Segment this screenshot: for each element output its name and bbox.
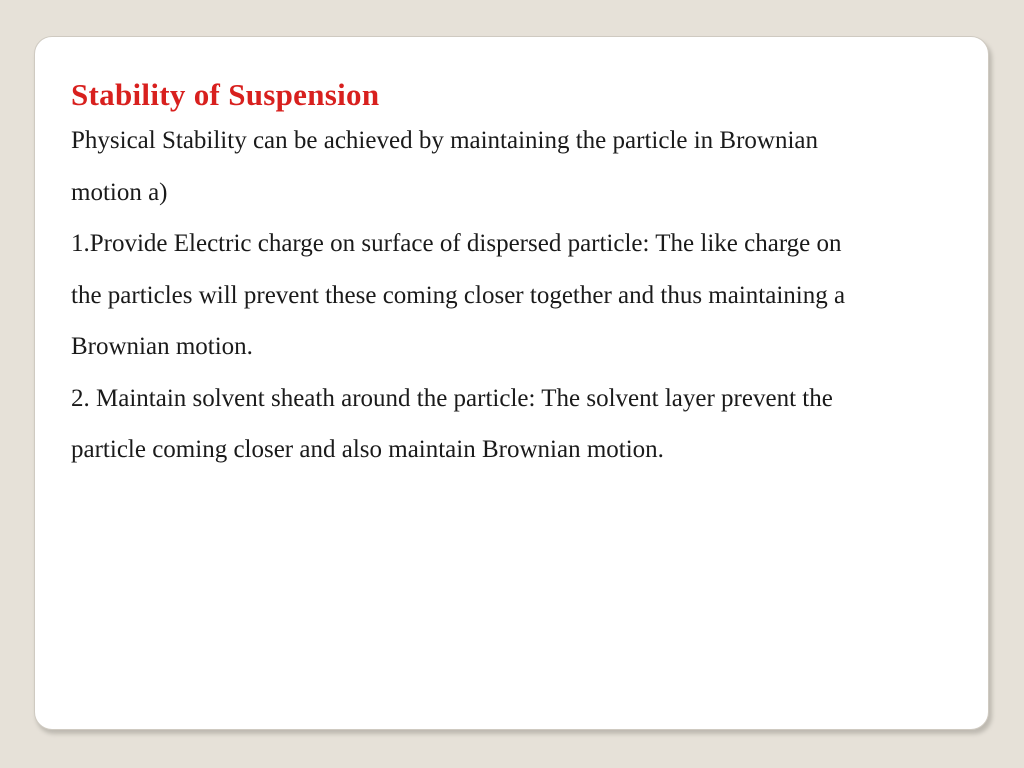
body-line-3: 1.Provide Electric charge on surface of dispersed particle: The like charge on [71, 230, 842, 257]
body-line-6: 2. Maintain solvent sheath around the particle: The solvent layer prevent the [71, 384, 833, 412]
body-line-5: Brownian motion. [71, 333, 253, 360]
slide [34, 36, 989, 730]
body-line-4: the particles will prevent these coming closer together and thus maintaining a [71, 281, 846, 309]
body-line-2: motion a) [71, 178, 168, 206]
body-line-1: Physical Stability can be achieved by maintaining the particle in Brownian [71, 127, 819, 154]
body-line-7: particle coming closer and also maintain Brownian motion. [71, 436, 664, 463]
slide-title: Stability of Suspension [71, 77, 380, 112]
slide-content [71, 75, 961, 476]
